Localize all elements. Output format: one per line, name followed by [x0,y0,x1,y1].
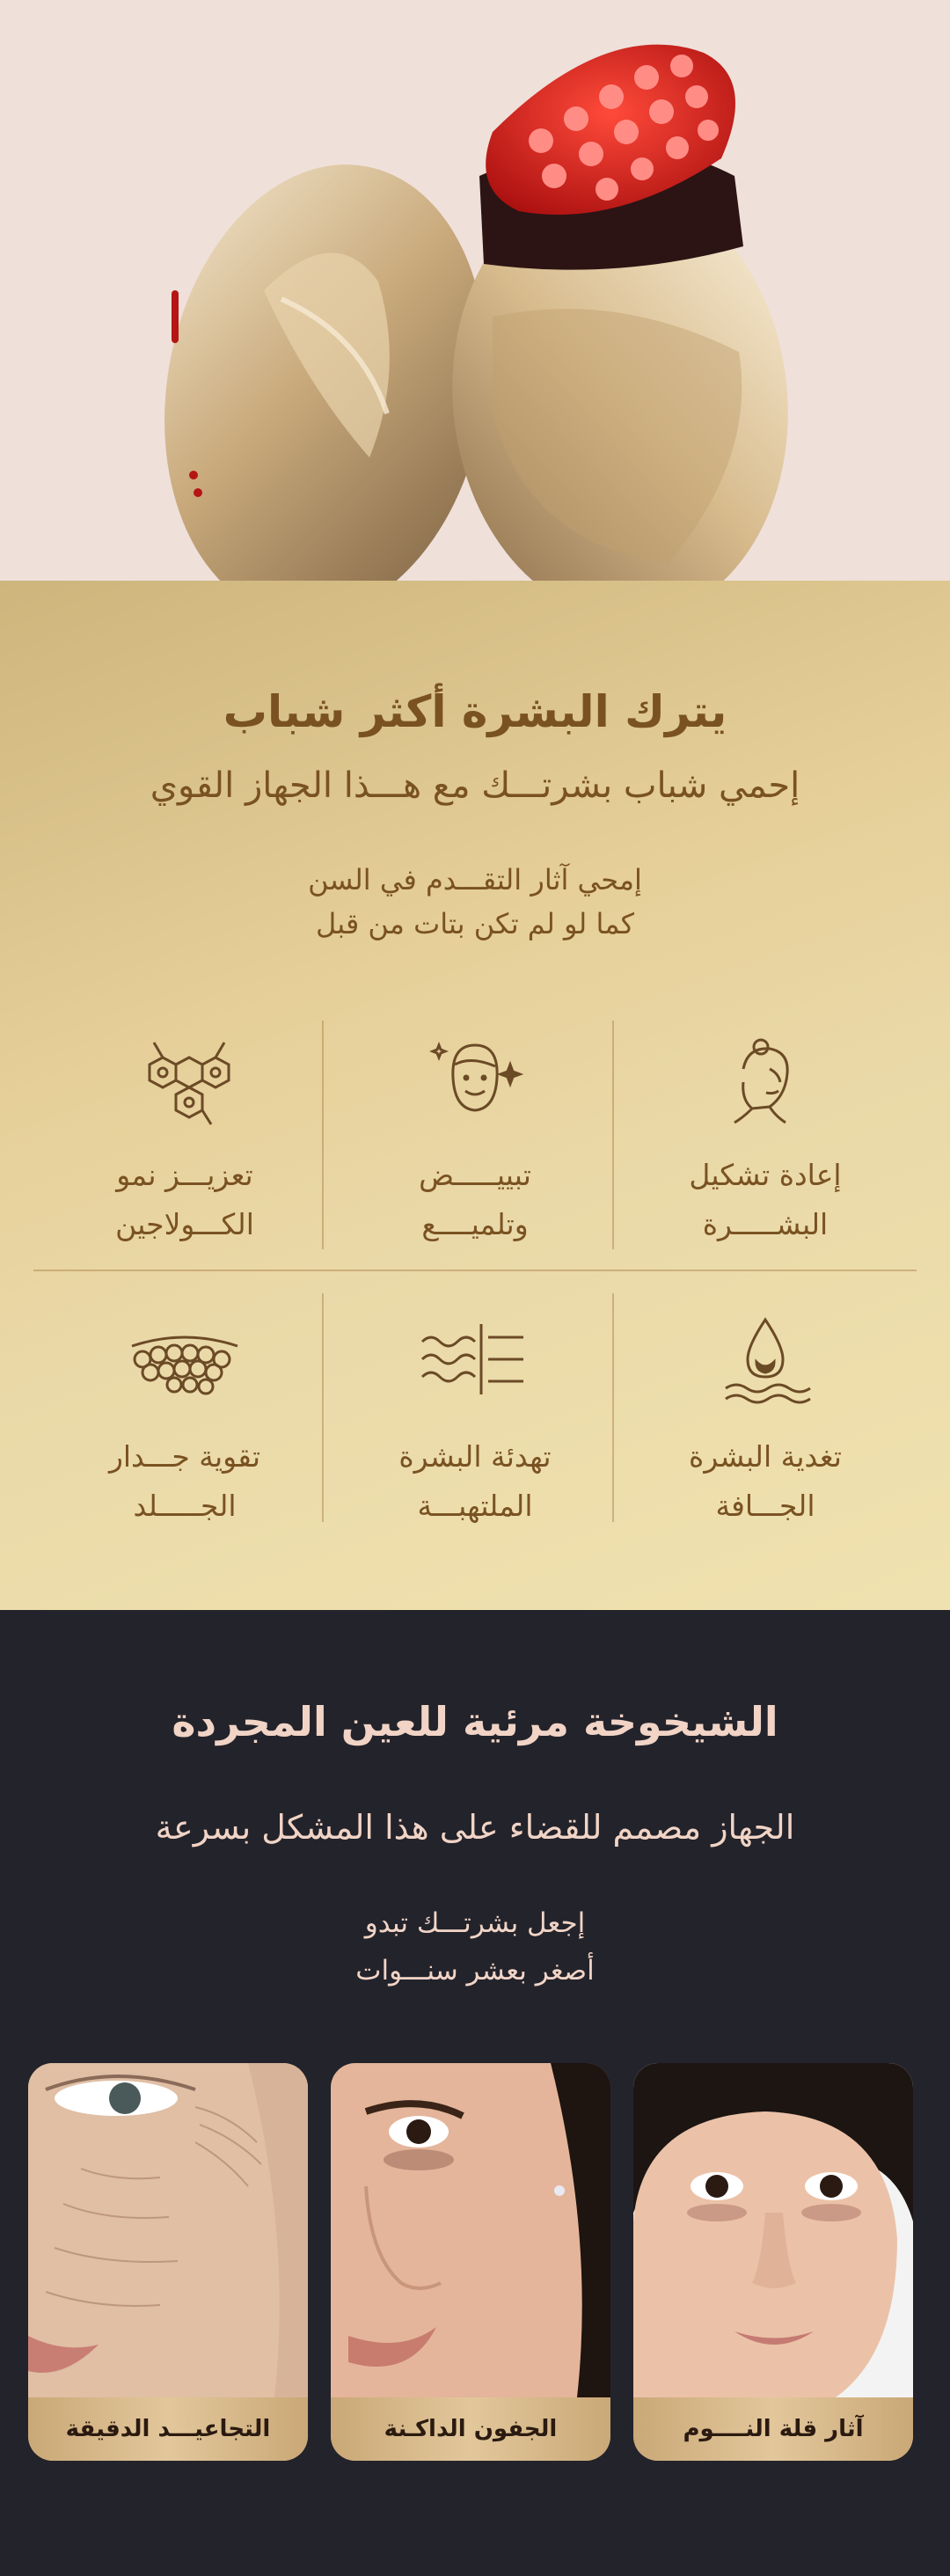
feature-soothe-skin [343,1311,607,1531]
face-sparkle-icon [427,1029,523,1126]
feature-whitening [343,1029,607,1249]
skin-cells-icon [123,1311,246,1408]
benefits-body-line1: إمحي آثار التقـــدم في السن [308,863,642,896]
feature-label: تقوية جـــدار الجـــــلد [108,1439,261,1523]
benefits-body-line2: كما لو لم تكن بتات من قبل [316,907,634,940]
feature-label: تهدئة البشرة الملتهبـــة [398,1439,552,1523]
card-caption: آثار قلة النــــوم [633,2397,913,2461]
feature-label: تبييـــــض وتلميــــع [419,1158,531,1241]
grid-divider [322,1021,324,1249]
grid-divider [612,1293,614,1522]
feature-label: تعزيـــز نمو الكـــولاجين [115,1158,254,1241]
card-caption: الجفون الداكـنة [331,2397,610,2461]
card-dark-eyelids [331,2063,610,2461]
feature-label: إعادة تشكيل البشـــــرة [689,1158,842,1241]
aging-subtitle: الجهاز مصمم للقضاء على هذا المشكل بسرعة [155,1808,795,1847]
grid-divider [33,1270,917,1271]
face-photo [28,2063,308,2397]
feature-collagen [53,1029,317,1249]
soothing-waves-icon [418,1311,532,1408]
benefits-subtitle: إحمي شباب بشرتـــك مع هـــذا الجهاز القوي [150,765,800,806]
face-photo [331,2063,610,2397]
aging-body-line1: إجعل بشرتـــك تبدو [364,1907,586,1939]
product-image [0,0,950,581]
feature-label: تغدية البشرة الجـــافة [689,1439,842,1523]
feature-nourish-dry-skin [633,1311,897,1531]
aging-body-line2: أصغر بعشر سنـــوات [355,1955,595,1987]
water-drop-icon [717,1311,814,1408]
card-fine-wrinkles [28,2063,308,2461]
face-lines-icon [717,1029,814,1126]
benefits-title: يترك البشرة أكثر شباب [223,686,727,737]
grid-divider [612,1021,614,1249]
feature-reshape-skin [633,1029,897,1249]
feature-strengthen-skin [53,1311,317,1531]
aging-title: الشيخوخة مرئية للعين المجردة [172,1698,778,1745]
face-photo [633,2063,913,2397]
grid-divider [322,1293,324,1522]
hexagon-molecule-icon [128,1029,242,1126]
card-lack-of-sleep [633,2063,913,2461]
hero-banner [0,0,950,581]
card-caption: التجاعيـــد الدقيقة [28,2397,308,2461]
